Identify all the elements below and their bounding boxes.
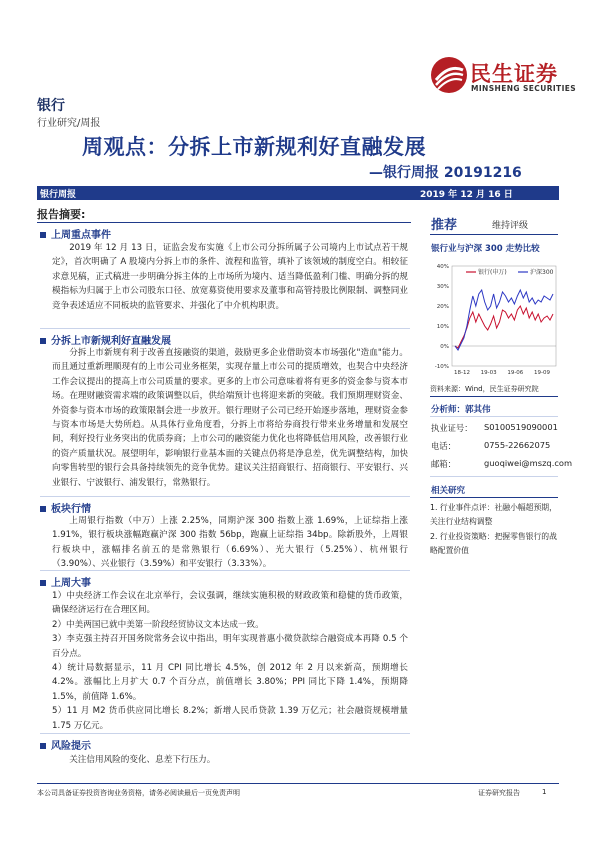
y-tick-label: 20% [436, 304, 449, 310]
x-tick-label: 19-09 [534, 370, 550, 376]
legend-label: 沪深300 [530, 269, 554, 276]
analyst-email[interactable]: guoqiwei@mszq.com [484, 458, 573, 468]
analyst-title: 分析师：郭其伟 [431, 405, 491, 415]
event-item: 5）11 月 M2 货币供应同比增长 8.2%；新增人民币贷款 1.39 万亿元；社会融资规模增量 1.75 万亿元。 [52, 706, 408, 731]
bullet-icon [40, 743, 46, 749]
footer-report-label: 证券研究报告 [478, 789, 520, 797]
section-divider [40, 328, 410, 329]
event-item: 2）中美两国已就中美第一阶段经贸协议文本达成一致。 [52, 619, 264, 630]
rating-value: 维持评级 [492, 221, 529, 231]
rating-divider [430, 234, 558, 235]
related-title: 相关研究 [431, 486, 466, 496]
trend-chart [430, 256, 560, 382]
rating-label: 推荐 [431, 218, 458, 233]
analyst-license: S0100519090001 [484, 422, 558, 432]
section-paragraph: 分拆上市新规有利于改善直接融资的渠道，鼓励更多企业借助资本市场强化"造血"能力。而且通过重新理顺现有的上市公司业务框架，实现存量上市公司的提质增效，也契合中央经济工作会议提出的提高上市公司质量的要求。更多的上市公司意味着将有更多的资金参与资本市场。在理财融资需求端的政策调整以后，供给端预计也将迎来新的突破。我们预期理财资金、外资参与资本市场的政策限制会进一步放开。银行理财子公司已经开始逐步落地，理财资金参与资本市场是大势所趋。从具体行业角度看，分拆上市将给券商投行带来业务增量和发展空间，利好投行业务突出的优质券商；上市公司的融资能力优化也将降低信用风险，改善银行业的资产质量状况。展望明年，影响银行业基本面的关键点仍将是净息差，优先调整结构，加快向零售转型的银行会具备持续领先的竞争优势。建议关注招商银行、招商银行、平安银行、兴业银行、宁波银行、浦发银行，常熟银行。 [52, 348, 408, 488]
analyst-phone: 0755-22662075 [484, 440, 551, 450]
section-paragraph: 关注信用风险的变化、息差下行压力。 [69, 755, 216, 765]
chart-y-axis [435, 264, 449, 370]
analyst-phone-label: 电话： [431, 441, 456, 451]
industry-label: 银行 [37, 98, 65, 114]
brand-logo-icon [430, 56, 468, 94]
related-divider [430, 476, 558, 477]
bullet-icon [40, 338, 46, 344]
chart-divider [430, 396, 558, 397]
y-tick-label: 40% [436, 264, 449, 270]
section-heading: 上周重点事件 [40, 226, 111, 241]
abstract-divider [37, 222, 411, 223]
section-divider [40, 570, 410, 571]
chart-x-axis [454, 370, 550, 376]
section-heading: 上周大事 [40, 574, 91, 589]
section-divider [40, 496, 410, 497]
related-item[interactable]: 1. 行业事件点评：社融小幅超预期，关注行业结构调整 [430, 503, 557, 526]
report-subtitle: —银行周报 20191216 [369, 165, 522, 181]
abstract-title: 报告摘要: [37, 208, 86, 221]
section-heading: 板块行情 [40, 500, 91, 515]
legend-label: 银行(申万) [478, 269, 507, 276]
report-title: 周观点：分拆上市新规利好直融发展 [82, 135, 426, 159]
y-tick-label: 0% [440, 344, 449, 350]
chart-title: 银行业与沪深 300 走势比较 [431, 244, 540, 254]
event-item: 4）统计局数据显示，11 月 CPI 同比增长 4.5%，创 2012 年 2 月以来新高，预期增长 4.2%。涨幅比上月扩大 0.7 个百分点，前值增长 3.80%；PPI 同比下降 1.4%，预期降 1.5%，前值降 1.6%。 [52, 663, 408, 702]
header-bar-label: 银行周报 [40, 190, 77, 200]
section-heading: 风险提示 [40, 737, 91, 752]
section-paragraph: 2019 年 12 月 13 日，证监会发布实施《上市公司分拆所属子公司境内上市试点若干规定》，首次明确了 A 股境内分拆上市的条件、流程和监管，填补了该领域的制度空白。相较征求意见稿，正式稿进一步明确分拆主体的上市场所为境内、适当降低盈利门槛、明确分拆的规模指标为归属于上市公司股东口径、放宽募资使用要求及董事和高管持股比例限制、调整同业竞争表述适应不同板块的监管要求、并强化了中介机构职责。 [52, 243, 408, 311]
analyst-divider [430, 416, 558, 417]
x-tick-label: 19-06 [507, 370, 524, 376]
y-tick-label: 10% [436, 324, 449, 330]
related-item[interactable]: 2. 行业投资策略：把握零售银行的战略配置价值 [430, 532, 557, 555]
brand-name-en: MINSHENG SECURITIES [471, 84, 577, 93]
chart-frame [452, 266, 556, 366]
x-tick-label: 18-12 [454, 370, 470, 376]
section-paragraph: 上周银行指数（中万）上涨 2.25%，同期沪深 300 指数上涨 1.69%，上证综指上涨 1.91%，银行板块涨幅跑赢沪深 300 指数 56bp，跑赢上证综指 34bp。除新股外，上周银行板块中，涨幅排名前五的是常熟银行（6.69%）、光大银行（5.25%）、杭州银行（3.90%）、兴业银行（3.59%）和平安银行（3.33%）。 [52, 516, 408, 570]
bullet-icon [40, 232, 46, 238]
event-item: 1）中央经济工作会议在北京举行，会议强调，继续实施积极的财政政策和稳健的货币政策，确保经济运行在合理区间。 [52, 591, 408, 616]
y-tick-label: -10% [434, 364, 449, 370]
report-type: 行业研究/周报 [37, 118, 101, 129]
event-item: 3）李克强主持召开国务院常务会议中指出，明年实现普惠小微贷款综合融资成本再降 0.5 个百分点。 [52, 634, 408, 659]
footer-divider [37, 783, 559, 784]
section-divider [40, 733, 410, 734]
chart-series [455, 290, 553, 350]
section-heading: 分拆上市新规利好直融发展 [40, 332, 171, 347]
x-tick-label: 19-03 [480, 370, 497, 376]
bullet-icon [40, 580, 46, 586]
y-tick-label: 30% [436, 284, 449, 290]
bullet-icon [40, 506, 46, 512]
chart-source: 资料来源：Wind，民生证券研究院 [430, 385, 539, 393]
chart-grid [452, 266, 556, 366]
header-bar-date: 2019 年 12 月 16 日 [420, 190, 513, 200]
chart-legend [466, 268, 554, 276]
page-number: 1 [542, 788, 547, 796]
analyst-license-label: 执业证号： [431, 423, 473, 433]
related-underline [430, 497, 558, 498]
events-list [52, 589, 408, 733]
brand-name-cn: 民生证券 [470, 62, 558, 86]
analyst-email-label: 邮箱： [431, 459, 456, 469]
footer-disclaimer: 本公司具备证券投资咨询业务资格，请务必阅读最后一页免责声明 [37, 789, 240, 797]
